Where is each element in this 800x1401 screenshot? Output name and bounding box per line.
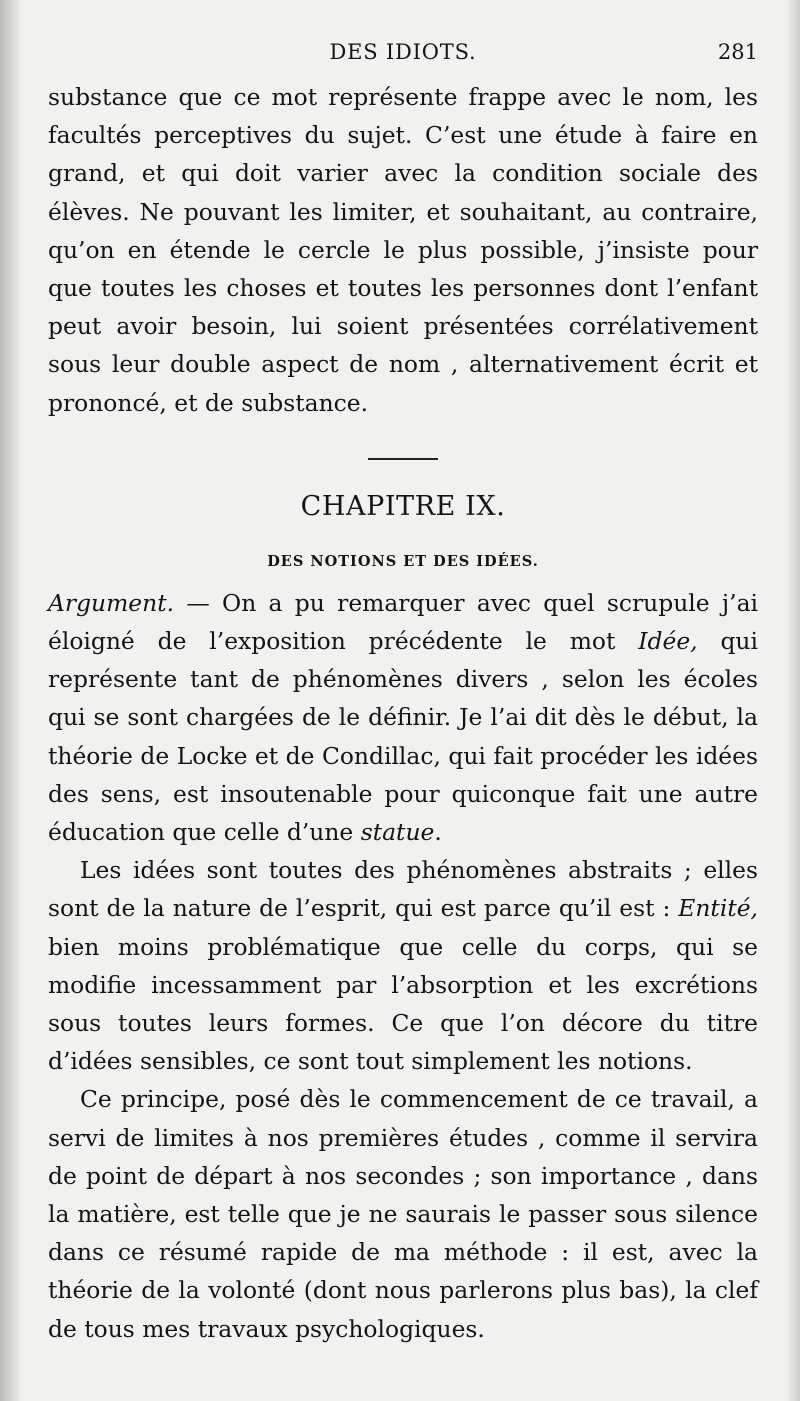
body-text [48, 78, 758, 1348]
argument-text-3: . [434, 818, 442, 847]
paragraph-ideas-text-2: bien moins problématique que celle du corps, qui se modifie incessamment par l’absorption et les excrétions sous toutes leurs formes. Ce que l’on décore du titre d’idées sensibles, ce sont tout simplement les notions. [48, 932, 758, 1076]
running-head: DES IDIOTS. [329, 40, 477, 64]
page-header [48, 40, 758, 76]
paragraph-ideas-term-entite: Entité, [678, 894, 758, 923]
argument-text-1: — On a pu remarquer avec quel scrupule j’ai éloigné de l’exposition précédente le mot [48, 588, 758, 656]
paragraph-continued: substance que ce mot représente frappe avec le nom, les facultés perceptives du sujet. C’est une étude à faire en grand, et qui doit varier avec la condition sociale des élèves. Ne pouvant les limiter, et souhaitant, au contraire, qu’on en étende le cercle le plus possible, j’insiste pour que toutes les choses et toutes les personnes dont l’enfant peut avoir besoin, lui soient présentées corrélativement sous leur double aspect de nom , alternativement écrit et prononcé, et de substance. [48, 83, 758, 417]
chapter-title: CHAPITRE IX. [300, 490, 506, 522]
argument-label: Argument. [48, 588, 175, 617]
paragraph-ideas-text-1: Les idées sont toutes des phénomènes abstraits ; elles sont de la nature de l’esprit, qui est parce qu’il est : [48, 856, 758, 923]
argument-term-statue: statue [360, 818, 435, 847]
page-number: 281 [717, 40, 758, 64]
section-divider [368, 458, 438, 460]
paragraph-ideas [48, 851, 758, 1080]
chapter-subtitle: DES NOTIONS ET DES IDÉES. [267, 552, 539, 570]
paragraph-principle: Ce principe, posé dès le commencement de ce travail, a servi de limites à nos premières études , comme il servira de point de départ à nos secondes ; son importance , dans la matière, est telle que je ne saurais le passer sous silence dans ce résumé rapide de ma méthode : il est, avec la théorie de la volonté (dont nous parlerons plus bas), la clef de tous mes travaux psychologiques. [48, 1085, 758, 1343]
argument-term-idee: Idée, [638, 627, 698, 656]
argument-paragraph [48, 584, 758, 851]
argument-text-2: qui représente tant de phénomènes divers , selon les écoles qui se sont chargées de le définir. Je l’ai dit dès le début, la théorie de Locke et de Condillac, qui fait procéder les idées des sens, est insoutenable pour quiconque fait une autre éducation que celle d’une [48, 627, 758, 847]
